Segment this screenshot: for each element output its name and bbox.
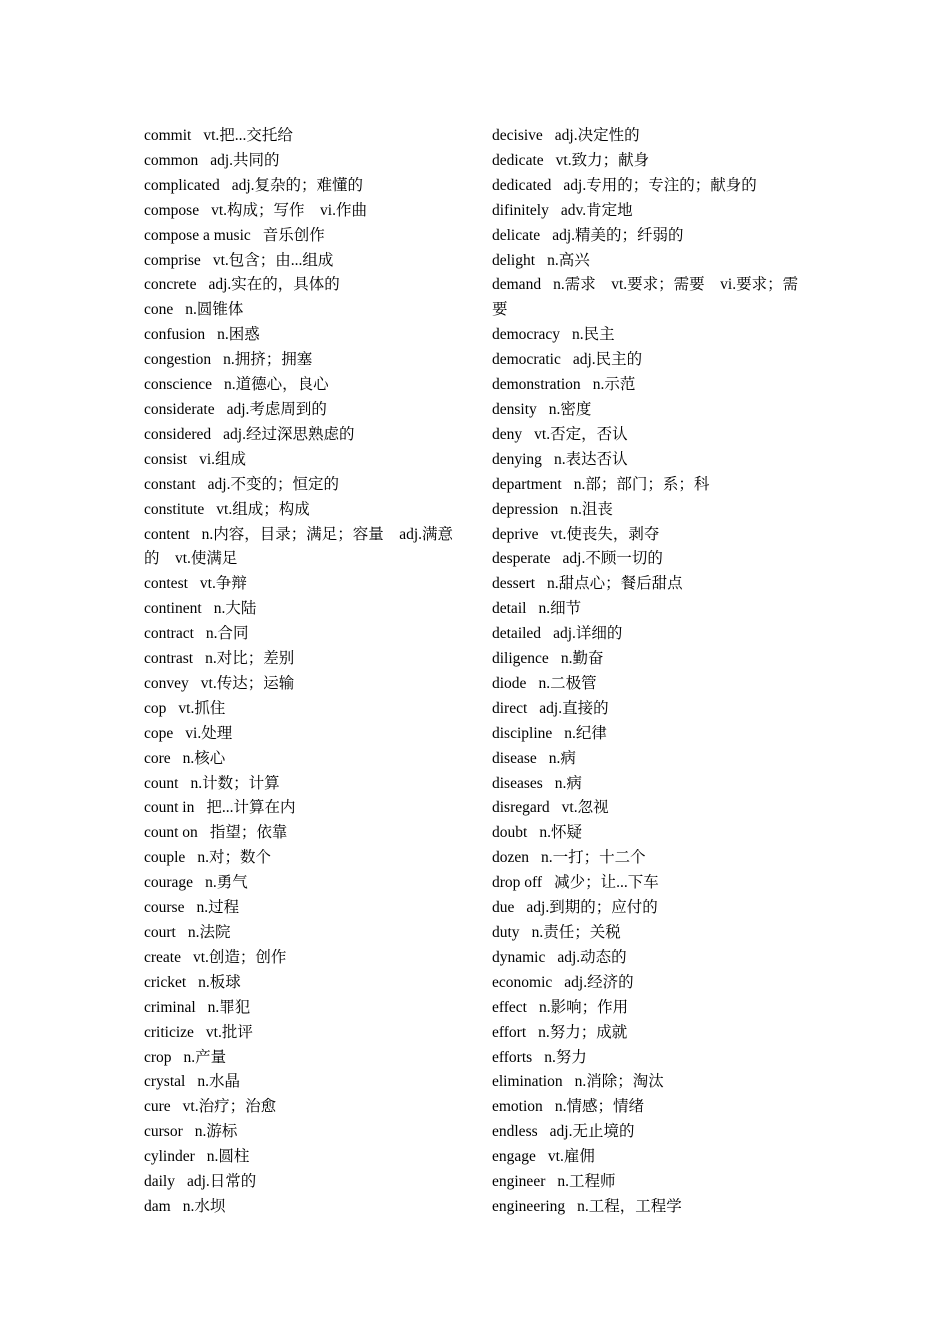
entry-definition: vi.处理 [185,724,233,742]
vocabulary-column-left [144,124,462,1220]
entry-definition: adj.到期的；应付的 [526,899,658,917]
entry-word: desperate [492,550,551,568]
entry-definition: adj.决定性的 [554,127,640,144]
vocabulary-entry [144,523,462,573]
entry-word: contract [144,625,194,643]
entry-word: denying [492,450,542,468]
vocabulary-entry [144,846,462,871]
entry-definition: n.细节 [538,600,582,618]
entry-definition: n.法院 [187,924,231,941]
entry-definition: n.大陆 [213,600,257,618]
vocabulary-entry [144,1021,462,1046]
entry-word: cricket [144,973,187,991]
vocabulary-entry [144,473,462,498]
vocabulary-entry [492,846,810,871]
entry-definition: adj.动态的 [557,948,627,966]
entry-word: demand [492,276,542,294]
entry-definition: 减少；让...下车 [554,874,659,892]
vocabulary-entry [144,697,462,722]
entry-definition: adj.经过深思熟虑的 [223,425,355,443]
entry-definition: n.沮丧 [570,500,613,518]
entry-definition: adj.不变的；恒定的 [207,475,339,493]
vocabulary-entry [492,224,810,249]
entry-word: doubt [492,824,528,842]
entry-definition: n.努力；成就 [538,1023,628,1041]
vocabulary-entry [492,971,810,996]
entry-word: compose [144,201,200,219]
entry-word: create [144,948,181,966]
vocabulary-entry [144,796,462,821]
entry-definition: n.密度 [548,400,592,418]
vocabulary-entry [144,622,462,647]
vocabulary-entry [144,174,462,199]
entry-word: diligence [492,650,549,668]
vocabulary-entry [144,896,462,921]
entry-word: concrete [144,276,197,294]
vocabulary-entry [492,672,810,697]
entry-word: endless [492,1123,538,1141]
entry-definition: n.部；部门；系；科 [573,475,710,493]
entry-word: effort [492,1023,527,1041]
vocabulary-entry [144,149,462,174]
entry-definition: n.努力 [544,1048,587,1066]
vocabulary-entry [144,423,462,448]
entry-word: dessert [492,575,536,593]
entry-word: democratic [492,351,561,369]
entry-definition: n.勤奋 [560,650,604,668]
entry-word: drop off [492,874,543,892]
entry-word: engineer [492,1173,546,1191]
vocabulary-entry [492,697,810,722]
entry-word: course [144,899,185,917]
entry-definition: vi.组成 [199,450,246,468]
vocabulary-entry [492,1046,810,1071]
vocabulary-entry [144,348,462,373]
entry-word: continent [144,600,202,618]
vocabulary-entry [492,373,810,398]
entry-word: engage [492,1148,536,1166]
entry-word: consist [144,450,188,468]
entry-word: count [144,774,179,792]
vocabulary-entry [144,124,462,149]
entry-definition: n.消除；淘汰 [574,1073,664,1091]
vocabulary-entry [492,622,810,647]
entry-definition: vt.否定，否认 [534,425,628,443]
entry-word: direct [492,699,528,717]
entry-word: cop [144,699,167,717]
entry-definition: adj.详细的 [553,625,623,643]
entry-definition: n.情感；情绪 [554,1098,644,1116]
vocabulary-entry [492,398,810,423]
vocabulary-entry [144,1070,462,1095]
entry-definition: n.产量 [183,1048,227,1066]
entry-word: congestion [144,351,212,369]
entry-word: content [144,525,190,543]
entry-word: detailed [492,625,542,643]
vocabulary-entry [144,323,462,348]
entry-word: contrast [144,650,194,668]
entry-definition: n.水坝 [182,1197,226,1215]
entry-definition: n.拥挤；拥塞 [223,351,313,369]
vocabulary-entry [144,996,462,1021]
vocabulary-entry [492,1120,810,1145]
entry-word: convey [144,674,189,692]
entry-word: considerate [144,400,215,418]
vocabulary-entry [492,149,810,174]
vocabulary-entry [144,971,462,996]
vocabulary-entry [144,249,462,274]
entry-word: disease [492,749,537,767]
entry-definition: vt.传达；运输 [200,674,295,692]
vocabulary-entry [144,722,462,747]
entry-definition: n.二极管 [538,674,597,692]
entry-word: core [144,749,171,767]
entry-word: confusion [144,326,206,344]
vocabulary-entry [492,747,810,772]
vocabulary-entry [492,348,810,373]
entry-word: diode [492,674,527,692]
vocabulary-entry [144,1095,462,1120]
entry-definition: n.困惑 [217,326,260,344]
vocabulary-entry [492,821,810,846]
entry-definition: n.民主 [572,326,615,344]
vocabulary-entry [492,896,810,921]
entry-definition: n.对比；差别 [205,650,295,668]
entry-definition: n.影响；作用 [539,998,629,1016]
entry-definition: n.道德心，良心 [224,376,329,394]
entry-word: deprive [492,525,539,543]
entry-definition: 指望；依靠 [209,824,288,842]
entry-definition: n.罪犯 [207,998,251,1016]
entry-definition: vt.使丧失，剥夺 [550,525,660,543]
entry-word: depression [492,500,559,518]
entry-definition: vt.忽视 [561,799,609,817]
vocabulary-entry [492,273,810,323]
vocabulary-entry [492,572,810,597]
vocabulary-entry [492,921,810,946]
vocabulary-column-right [492,124,810,1220]
entry-definition: n.工程，工程学 [577,1197,682,1215]
entry-word: criticize [144,1023,194,1041]
vocabulary-entry [144,597,462,622]
entry-definition: n.对；数个 [197,849,271,867]
entry-definition: n.游标 [194,1123,238,1141]
entry-word: density [492,400,537,418]
vocabulary-entry [492,772,810,797]
entry-definition: adj.实在的，具体的 [208,276,340,294]
entry-definition: adj.民主的 [572,351,643,369]
vocabulary-entry [492,523,810,548]
entry-word: complicated [144,176,220,194]
entry-definition: n.圆柱 [206,1148,250,1166]
entry-word: democracy [492,326,560,344]
entry-word: dedicated [492,176,552,194]
entry-word: emotion [492,1098,543,1116]
entry-word: dam [144,1197,171,1215]
entry-word: demonstration [492,376,581,394]
vocabulary-entry [144,224,462,249]
vocabulary-entry [144,871,462,896]
entry-definition: n.一打；十二个 [541,849,646,867]
vocabulary-entry [492,796,810,821]
entry-word: cone [144,301,174,319]
entry-definition: adj.经济的 [564,973,634,991]
entry-word: engineering [492,1197,566,1215]
entry-word: considered [144,425,212,443]
entry-word: effect [492,998,527,1016]
entry-definition: adj.专用的；专注的；献身的 [563,176,757,194]
vocabulary-entry [144,821,462,846]
entry-word: common [144,151,199,169]
entry-word: dedicate [492,151,544,169]
vocabulary-entry [492,423,810,448]
vocabulary-entry [492,1145,810,1170]
entry-word: cylinder [144,1148,195,1166]
entry-definition: adj.共同的 [210,151,280,169]
vocabulary-entry [492,249,810,274]
vocabulary-entry [492,323,810,348]
entry-definition: n.需求 vt.要求；需要 vi.要求；需要 [492,276,799,319]
entry-word: cursor [144,1123,183,1141]
vocabulary-entry [144,1046,462,1071]
entry-word: court [144,924,176,941]
vocabulary-entry [144,1170,462,1195]
entry-word: daily [144,1173,175,1191]
entry-definition: n.核心 [182,749,226,767]
entry-definition: adj.不顾一切的 [562,550,663,568]
vocabulary-entry [144,672,462,697]
vocabulary-entry [144,772,462,797]
vocabulary-entry [144,647,462,672]
entry-definition: n.板球 [198,973,241,991]
entry-word: crystal [144,1073,186,1091]
entry-word: department [492,475,562,493]
entry-word: count on [144,824,198,842]
entry-definition: vt.批评 [205,1023,253,1041]
vocabulary-entry [492,1021,810,1046]
vocabulary-entry [492,473,810,498]
vocabulary-entry [144,373,462,398]
entry-definition: vt.包含；由...组成 [212,251,334,269]
vocabulary-entry [144,1145,462,1170]
entry-word: comprise [144,251,201,269]
entry-definition: n.计数；计算 [190,774,280,792]
vocabulary-entry [492,1195,810,1220]
entry-definition: n.表达否认 [553,450,628,468]
entry-word: compose a music [144,226,251,244]
vocabulary-entry [144,747,462,772]
entry-word: economic [492,973,553,991]
entry-definition: vt.争辩 [199,575,247,593]
entry-definition: adj.无止境的 [549,1123,635,1141]
entry-definition: vt.治疗；治愈 [182,1098,277,1116]
vocabulary-entry [492,124,810,149]
vocabulary-entry [492,946,810,971]
entry-word: couple [144,849,186,867]
entry-word: diseases [492,774,543,792]
vocabulary-entry [492,871,810,896]
entry-word: disregard [492,799,550,817]
entry-definition: vt.把...交托给 [203,127,293,144]
entry-word: efforts [492,1048,533,1066]
vocabulary-entry [492,448,810,473]
entry-word: constant [144,475,196,493]
entry-definition: vt.构成；写作 vi.作曲 [211,201,367,219]
entry-word: elimination [492,1073,563,1091]
vocabulary-entry [144,273,462,298]
entry-word: courage [144,874,194,892]
entry-word: due [492,899,515,917]
entry-word: discipline [492,724,553,742]
entry-word: detail [492,600,527,618]
entry-word: crop [144,1048,172,1066]
vocabulary-entry [144,448,462,473]
entry-definition: n.病 [554,774,582,792]
vocabulary-entry [492,996,810,1021]
entry-definition: vt.组成；构成 [216,500,310,518]
entry-word: dynamic [492,948,546,966]
entry-word: criminal [144,998,196,1016]
vocabulary-entry [144,946,462,971]
entry-word: duty [492,924,520,941]
entry-definition: adj.精美的；纤弱的 [552,226,684,244]
vocabulary-entry [492,597,810,622]
entry-definition: n.勇气 [205,874,248,892]
entry-definition: n.纪律 [564,724,607,742]
entry-word: count in [144,799,195,817]
entry-definition: adj.复杂的；难懂的 [231,176,364,194]
entry-definition: n.怀疑 [539,824,582,842]
vocabulary-entry [144,1195,462,1220]
entry-definition: n.甜点心；餐后甜点 [547,575,683,593]
vocabulary-entry [492,722,810,747]
entry-word: delicate [492,226,541,244]
entry-definition: 把...计算在内 [206,799,296,817]
entry-word: cure [144,1098,171,1116]
vocabulary-entry [144,498,462,523]
entry-word: conscience [144,376,212,394]
entry-definition: n.水晶 [197,1073,240,1091]
entry-definition: vt.致力；献身 [555,151,650,169]
entry-word: decisive [492,127,543,144]
entry-definition: 音乐创作 [262,226,325,244]
entry-definition: n.圆锥体 [185,301,244,319]
entry-word: delight [492,251,536,269]
vocabulary-entry [492,1095,810,1120]
entry-word: constitute [144,500,205,518]
entry-definition: n.工程师 [557,1173,616,1191]
entry-definition: n.责任；关税 [531,924,621,941]
entry-word: difinitely [492,201,549,219]
entry-definition: vt.创造；创作 [193,948,287,966]
vocabulary-entry [144,298,462,323]
entry-word: commit [144,127,192,144]
vocabulary-entry [492,498,810,523]
entry-definition: n.示范 [592,376,636,394]
entry-definition: adj.考虑周到的 [226,400,327,418]
vocabulary-entry [492,174,810,199]
vocabulary-entry [144,1120,462,1145]
entry-definition: vt.雇佣 [547,1148,595,1166]
entry-definition: n.病 [548,749,576,767]
entry-definition: n.内容，目录；满足；容量 adj.满意的 vt.使满足 [144,525,454,568]
entry-definition: n.合同 [205,625,249,643]
entry-definition: adv.肯定地 [560,201,633,219]
entry-definition: vt.抓住 [178,699,226,717]
entry-definition: adj.直接的 [539,699,609,717]
vocabulary-entry [144,572,462,597]
vocabulary-entry [144,921,462,946]
entry-word: cope [144,724,174,742]
entry-word: deny [492,425,523,443]
entry-definition: n.过程 [196,899,240,917]
vocabulary-entry [492,199,810,224]
vocabulary-entry [492,647,810,672]
entry-definition: adj.日常的 [187,1173,257,1191]
vocabulary-entry [492,1170,810,1195]
entry-definition: n.高兴 [547,251,590,269]
vocabulary-entry [492,547,810,572]
entry-word: contest [144,575,188,593]
entry-word: dozen [492,849,530,867]
vocabulary-entry [144,199,462,224]
vocabulary-entry [144,398,462,423]
vocabulary-entry [492,1070,810,1095]
